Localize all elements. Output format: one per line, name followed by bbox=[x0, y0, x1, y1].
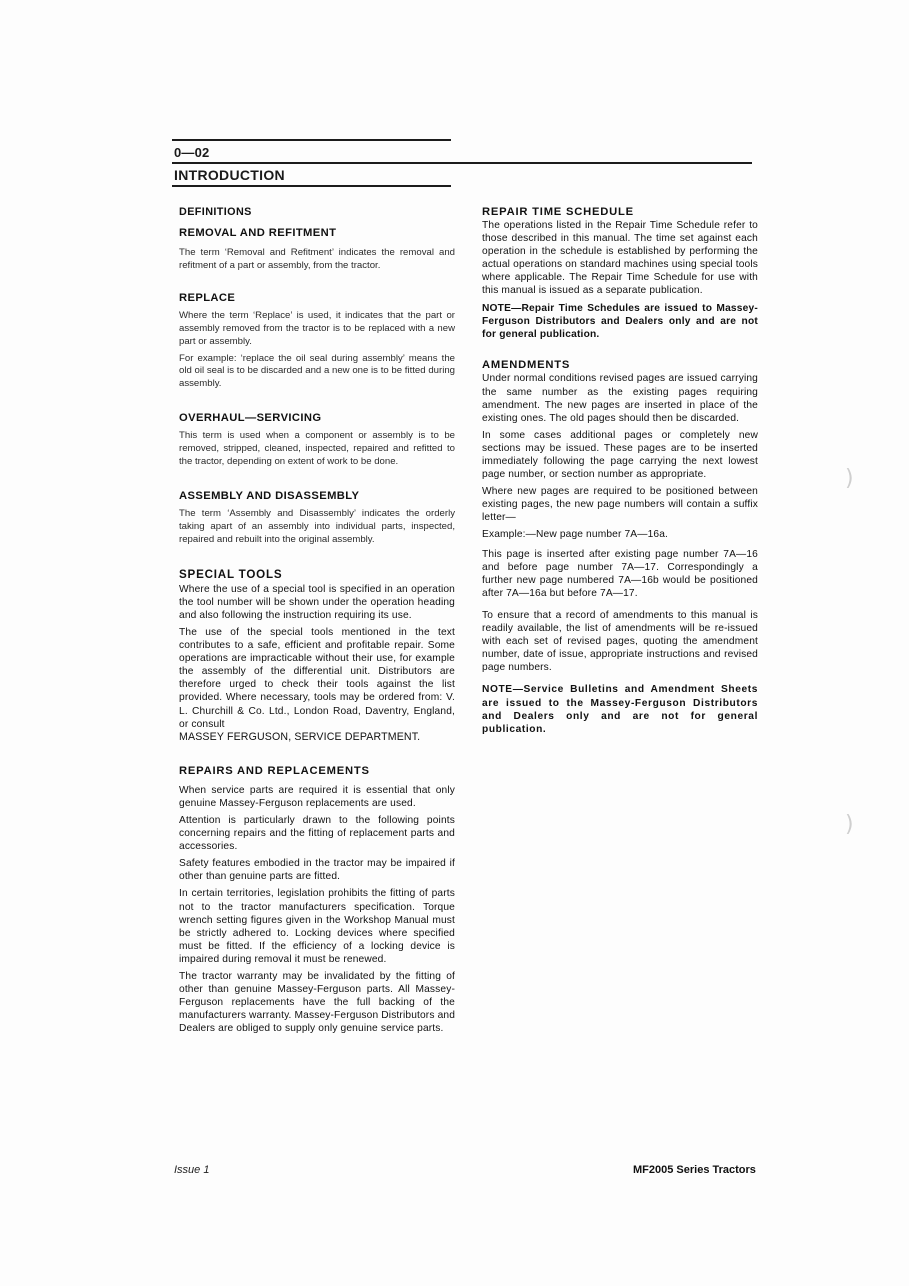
removal-text: The term ‘Removal and Refitment’ indicates the removal and refitment of a part or assembly, from the tractor. bbox=[179, 247, 455, 271]
issue-label: Issue 1 bbox=[174, 1164, 210, 1176]
special-tools-text-3: MASSEY FERGUSON, SERVICE DEPARTMENT. bbox=[179, 730, 421, 743]
assembly-section bbox=[179, 490, 455, 547]
header-long-rule bbox=[172, 162, 752, 164]
replace-text-2: For example: ‘replace the oil seal during assembly’ means the old oil seal is to be discarded and a new one is to be fitted during assembly. bbox=[179, 352, 455, 390]
overhaul-section bbox=[179, 412, 455, 469]
special-tools-text-1: Where the use of a special tool is specified in an operation the tool number will be shown under the operation heading and also following the instruction requiring its use. bbox=[179, 583, 455, 621]
amendments-section bbox=[482, 359, 758, 736]
removal-heading: REMOVAL AND REFITMENT bbox=[179, 227, 337, 239]
repair-time-heading: REPAIR TIME SCHEDULE bbox=[482, 206, 634, 218]
amendments-text-5: To ensure that a record of amendments to this manual is readily available, the list of amendments will be re-issued with each set of revised pages, quoting the amendment number, date of issue, appropriate instructions and revised page numbers. bbox=[482, 609, 758, 674]
amendments-text-3: Where new pages are required to be positioned between existing pages, the new page numbers will contain a suffix letter— bbox=[482, 486, 758, 524]
binding-hole-mark-bottom: ) bbox=[845, 812, 854, 837]
overhaul-heading: OVERHAUL—SERVICING bbox=[179, 412, 322, 425]
amendments-heading: AMENDMENTS bbox=[482, 359, 571, 372]
amendments-note: NOTE—Service Bulletins and Amendment Sheets are issued to the Massey-Ferguson Distributors and Dealers only and are not for general publication. bbox=[482, 684, 758, 736]
assembly-heading: ASSEMBLY AND DISASSEMBLY bbox=[179, 489, 360, 502]
removal-section bbox=[179, 227, 455, 273]
amendments-text-2: In some cases additional pages or completely new sections may be issued. These pages are to be inserted immediately following the page carrying the next lowest page number, or section number as appropriate. bbox=[482, 429, 758, 481]
right-column bbox=[482, 206, 758, 741]
repairs-text-5: The tractor warranty may be invalidated by the fitting of other than genuine Massey-Ferguson parts. All Massey-Ferguson replacements have the full backing of the manufacturers warranty. Massey-Ferguson Distributors and Dealers are obliged to supply only genuine service parts. bbox=[179, 971, 456, 1035]
repair-time-text: The operations listed in the Repair Time Schedule refer to those described in this manual. The time set against each operation in the schedule is established by performing the actual operations on standard machines using special tools where applicable. The Repair Time Schedule for use with this manual is issued as a separate publication. bbox=[482, 220, 758, 297]
series-label: MF2005 Series Tractors bbox=[633, 1164, 756, 1176]
special-tools-text-2: The use of the special tools mentioned in the text contributes to a safe, efficient and profitable repair. Some operations are impracticable without their use, for example the assembly of the differential unit. Distributors are therefore urged to check their tools against the list provided. Where necessary, tools may be ordered from: V. L. Churchill & Co. Ltd., London Road, Daventry, England, or consult bbox=[179, 626, 455, 730]
section-number: 0—02 bbox=[174, 145, 210, 160]
repair-time-section bbox=[482, 206, 758, 341]
repairs-text-3: Safety features embodied in the tractor may be impaired if other than genuine parts are fitted. bbox=[179, 858, 455, 883]
amendments-text-1: Under normal conditions revised pages are issued carrying the same number as the existing pages requiring amendment. The new pages are inserted in place of the existing ones. The old pages should then be discarded. bbox=[482, 373, 758, 424]
title-rule bbox=[172, 185, 451, 187]
replace-text-1: Where the term ‘Replace’ is used, it indicates that the part or assembly removed from the tractor is to be replaced with a new part or assembly. bbox=[179, 309, 455, 347]
repairs-text-4: In certain territories, legislation prohibits the fitting of parts not to the tractor manufacturers specification. Torque wrench setting figures given in the Workshop Manual must be strictly adhered to. Locking devices where specified must be fitted. If the efficiency of a locking device is impaired during removal it must be renewed. bbox=[179, 888, 455, 965]
repairs-section bbox=[179, 765, 455, 1036]
repair-time-note: NOTE—Repair Time Schedules are issued to Massey-Ferguson Distributors and Dealers only and are not for general publication. bbox=[482, 302, 758, 341]
repairs-text-1: When service parts are required it is essential that only genuine Massey-Ferguson replacements are used. bbox=[179, 784, 455, 809]
amendments-example: Example:—New page number 7A—16a. bbox=[482, 529, 669, 541]
binding-hole-mark-top: ) bbox=[845, 466, 854, 491]
overhaul-text: This term is used when a component or assembly is to be removed, stripped, cleaned, inspected, repaired and refitted to the tractor, depending on extent of work to be done. bbox=[179, 430, 455, 468]
assembly-text: The term ‘Assembly and Disassembly’ indicates the orderly taking apart of an assembly into individual parts, inspected, repaired and rebuilt into the original assembly. bbox=[179, 507, 455, 545]
replace-section bbox=[179, 292, 455, 391]
special-tools-heading: SPECIAL TOOLS bbox=[179, 567, 283, 581]
top-rule bbox=[172, 139, 451, 141]
repairs-heading: REPAIRS AND REPLACEMENTS bbox=[179, 764, 370, 777]
definitions-heading: DEFINITIONS bbox=[179, 206, 252, 218]
special-tools-section bbox=[179, 568, 455, 744]
left-column bbox=[179, 206, 455, 1040]
replace-heading: REPLACE bbox=[179, 291, 236, 304]
repairs-text-2: Attention is particularly drawn to the following points concerning repairs and the fitting of replacement parts and accessories. bbox=[179, 815, 455, 853]
amendments-text-4: This page is inserted after existing page number 7A—16 and before page number 7A—17. Correspondingly a further new page numbered 7A—16b would be positioned after 7A—16a but before 7A—17. bbox=[482, 548, 758, 599]
section-title: INTRODUCTION bbox=[174, 167, 285, 183]
